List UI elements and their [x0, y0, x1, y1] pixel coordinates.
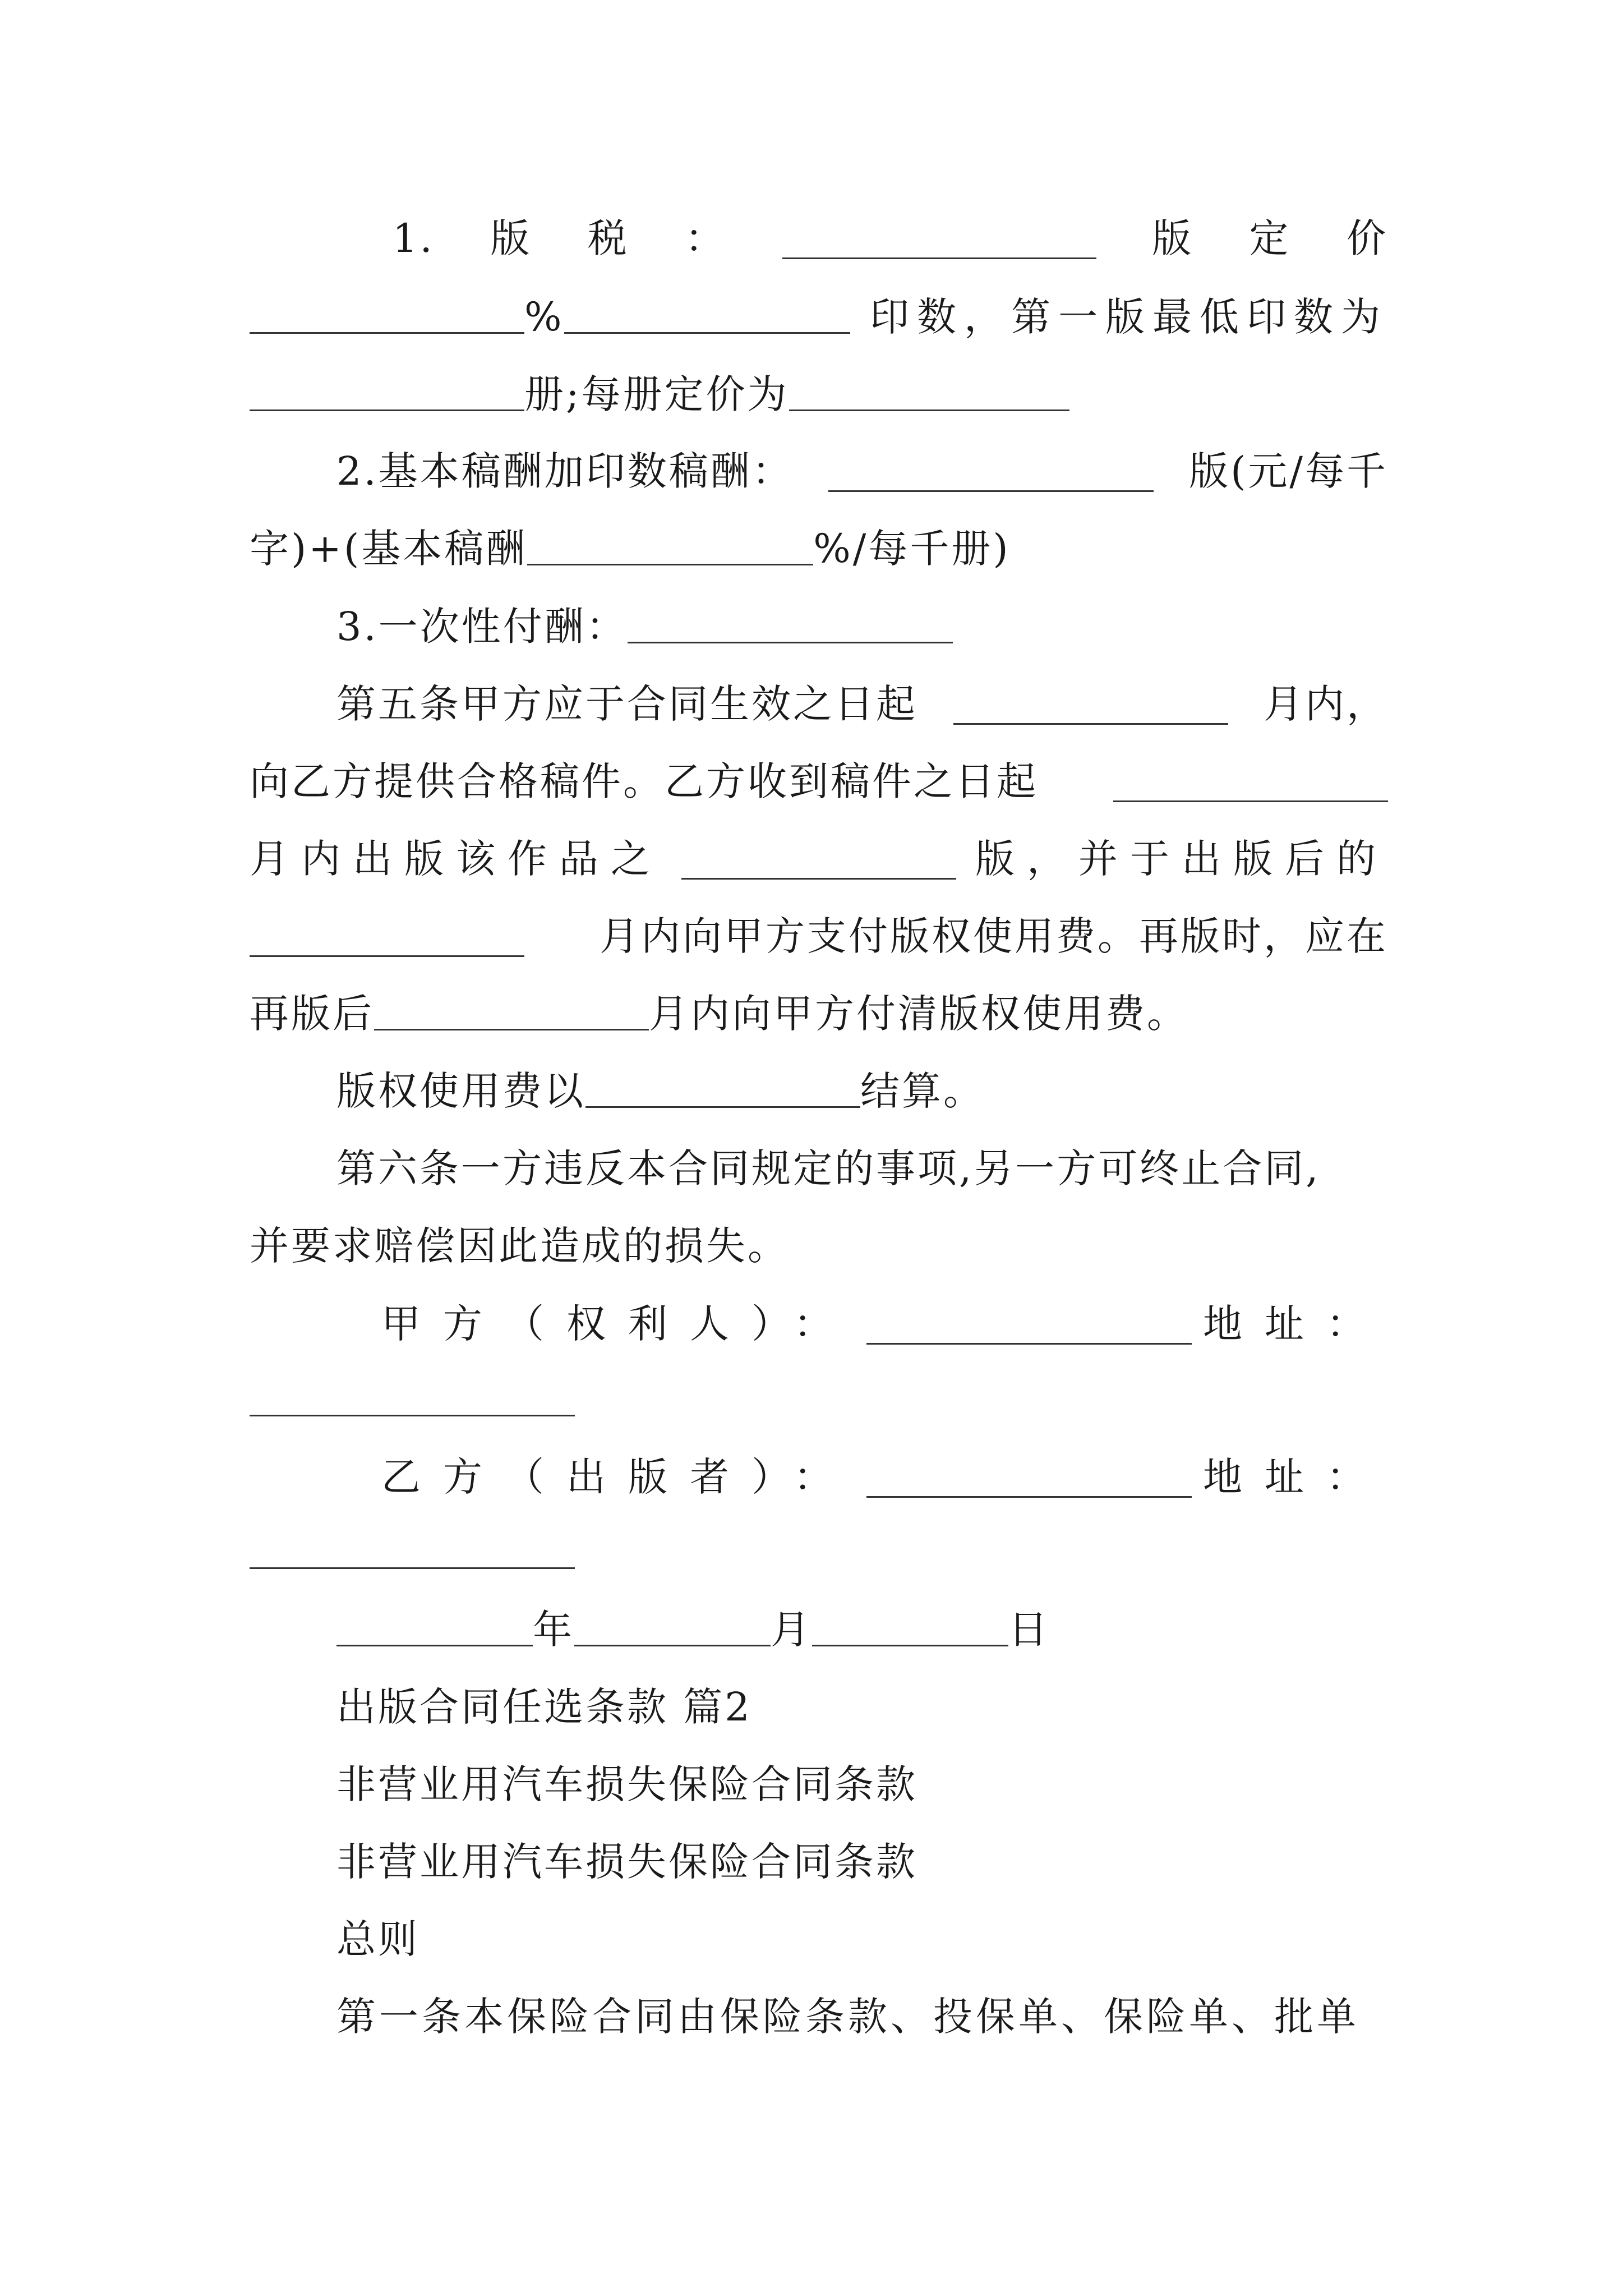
date-line [336, 1599, 1388, 1660]
year-label: 年 [533, 1607, 574, 1653]
section-2-title: 出版合同任选条款 篇2 [336, 1684, 752, 1730]
lump-sum-blank [628, 602, 953, 643]
article5-suffix: 月内， [1264, 681, 1388, 727]
royalty-char-2: 税 [587, 215, 629, 261]
party-b-name-blank [866, 1457, 1192, 1498]
basic-fee-blank [828, 451, 1154, 492]
general-provisions-heading: 总则 [336, 1916, 419, 1962]
article5-line2 [250, 751, 1388, 812]
price-char-2: 定 [1249, 215, 1291, 261]
month-label: 月 [771, 1607, 812, 1653]
party-b-line [381, 1446, 1388, 1508]
party-b-address-line [250, 1521, 1388, 1583]
price-char-3: 价 [1346, 215, 1388, 261]
royalty-blank [782, 218, 1096, 259]
price-blank [789, 370, 1069, 411]
price-per-copy-line [250, 364, 1388, 425]
settlement-blank [585, 1067, 860, 1108]
party-a-address-label: 地址： [1203, 1301, 1388, 1347]
month-blank [574, 1605, 771, 1646]
royalty-colon: ： [685, 215, 727, 261]
basic-fee-suffix: 版(元/每千 [1189, 448, 1388, 494]
article5-line3-prefix: 月内出版该作品之 [250, 836, 662, 882]
basic-fee-cont-line [250, 518, 1388, 579]
article5-line1 [336, 673, 1388, 735]
party-a-address-blank [250, 1375, 575, 1416]
article5-blank-2 [1113, 761, 1388, 802]
article5-line3-suffix: 版，并于出版后的 [975, 836, 1388, 882]
article5-line5 [250, 983, 1388, 1045]
settlement-prefix: 版权使用费以 [336, 1068, 585, 1114]
party-a-address-line [250, 1369, 1388, 1430]
day-blank [812, 1605, 1008, 1646]
item-number: 1. [393, 215, 435, 261]
copies-blank [250, 370, 524, 411]
article5-prefix: 第五条甲方应于合同生效之日起 [336, 681, 917, 727]
basic-fee-cont-suffix: %/每千册) [813, 526, 1011, 572]
settlement-suffix: 结算。 [860, 1068, 985, 1114]
basic-fee-line [336, 440, 1388, 502]
article5-line3 [250, 828, 1388, 890]
party-b-label: 乙方（出版者）： [381, 1454, 855, 1500]
party-a-label: 甲方（权利人）： [381, 1301, 855, 1347]
clause-heading-2: 非营业用汽车损失保险合同条款 [336, 1839, 917, 1885]
clause-heading-1: 非营业用汽车损失保险合同条款 [336, 1761, 917, 1807]
article-1-text: 第一条本保险合同由保险条款、投保单、保险单、批单 [336, 1994, 1359, 2040]
percent-blank [250, 293, 524, 334]
settlement-line [336, 1060, 1388, 1122]
article5-blank-5 [374, 990, 649, 1030]
article5-blank-1 [953, 684, 1228, 725]
party-b-address-label: 地址： [1203, 1454, 1388, 1500]
article5-line4-text: 月内向甲方支付版权使用费。再版时，应在 [600, 913, 1388, 959]
price-char-1: 版 [1152, 215, 1194, 261]
party-a-name-blank [866, 1304, 1192, 1345]
party-b-address-blank [250, 1528, 575, 1569]
lump-sum-label: 3.一次性付酬： [336, 604, 628, 650]
basic-fee-cont-prefix: 字)+(基本稿酬 [250, 526, 528, 572]
percent-sign: % [524, 294, 564, 340]
day-label: 日 [1008, 1607, 1050, 1653]
article5-line5-prefix: 再版后 [250, 991, 374, 1037]
print-run-blank [564, 293, 850, 334]
article5-blank-4 [250, 916, 524, 957]
print-run-line [250, 286, 1388, 348]
article6-line2 [250, 1215, 1388, 1277]
basic-fee-percent-blank [527, 524, 813, 565]
party-a-line [381, 1293, 1388, 1355]
price-per-copy-text: 册;每册定价为 [524, 371, 789, 417]
article6-cont-text: 并要求赔偿因此造成的损失。 [250, 1223, 789, 1269]
article6-text: 第六条一方违反本合同规定的事项,另一方可终止合同, [336, 1145, 1321, 1191]
article5-line4 [250, 905, 1388, 967]
year-blank [336, 1605, 533, 1646]
article5-line2-text: 向乙方提供合格稿件。乙方收到稿件之日起 [250, 758, 1038, 804]
article5-blank-3 [681, 839, 956, 880]
basic-fee-prefix: 2.基本稿酬加印数稿酬： [336, 448, 794, 494]
royalty-char-1: 版 [490, 215, 532, 261]
lump-sum-line [336, 596, 1388, 657]
article6-line1 [336, 1138, 1388, 1199]
article5-line5-suffix: 月内向甲方付清版权使用费。 [649, 991, 1188, 1037]
royalty-line [393, 208, 1388, 269]
print-run-text: 印数，第一版最低印数为 [870, 294, 1388, 340]
